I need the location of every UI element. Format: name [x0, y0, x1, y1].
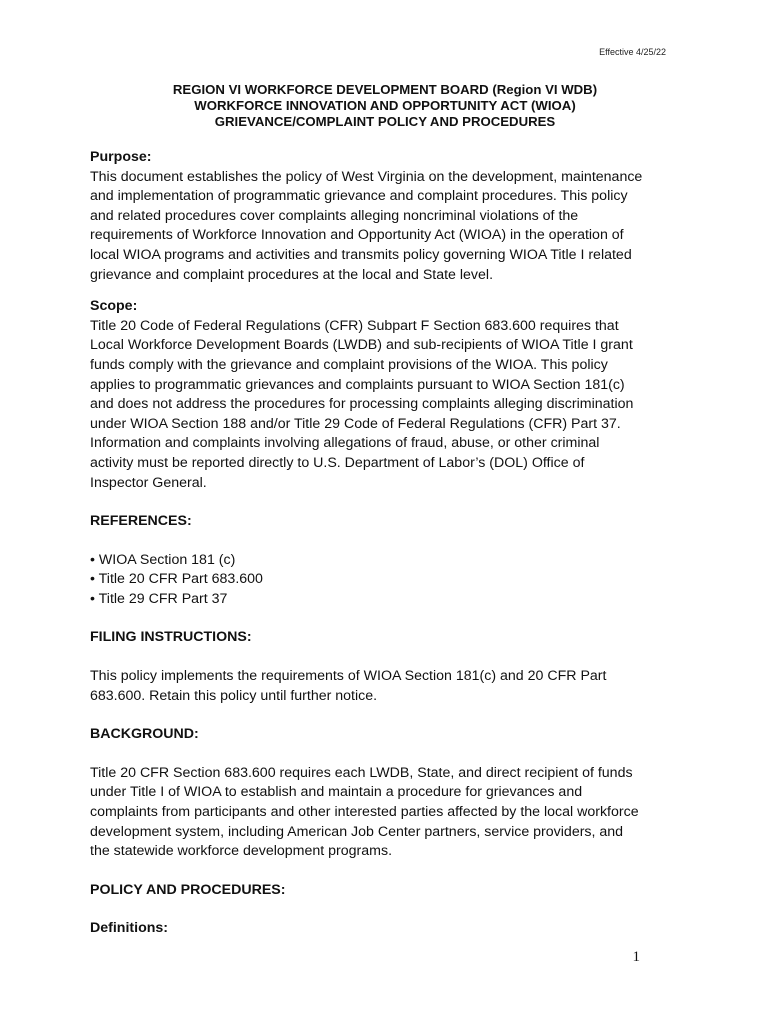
scope-heading: Scope:: [90, 298, 138, 315]
scope-line: Local Workforce Development Boards (LWDB) and sub-recipients of WIOA Title I grant: [90, 337, 633, 354]
filing-line: 683.600. Retain this policy until further notice.: [90, 687, 378, 704]
policy-procedures-heading: POLICY AND PROCEDURES:: [90, 881, 286, 898]
purpose-line: This document establishes the policy of West Virginia on the development, maintenance: [90, 168, 643, 185]
effective-date: Effective 4/25/22: [599, 47, 666, 57]
scope-line: funds comply with the grievance and complaint provisions of the WIOA. This policy: [90, 356, 608, 373]
document-title: [0, 82, 770, 130]
background-line: under Title I of WIOA to establish and maintain a procedure for grievances and: [90, 784, 583, 801]
purpose-paragraph: [90, 168, 690, 286]
scope-line: activity must be reported directly to U.S. Department of Labor’s (DOL) Office of: [90, 454, 585, 471]
background-line: development system, including American Job Center partners, service providers, and: [90, 823, 624, 840]
list-item: • Title 29 CFR Part 37: [90, 590, 228, 607]
references-heading: REFERENCES:: [90, 513, 192, 530]
background-line: complaints from participants and other interested parties affected by the local workforce: [90, 804, 639, 821]
scope-line: applies to programmatic grievances and complaints pursuant to WIOA Section 181(c): [90, 376, 625, 393]
background-line: the statewide workforce development programs.: [90, 843, 393, 860]
document-body: [90, 148, 690, 939]
title-line-3: GRIEVANCE/COMPLAINT POLICY AND PROCEDURES: [214, 114, 556, 129]
scope-paragraph: [90, 317, 690, 493]
filing-instructions-heading: FILING INSTRUCTIONS:: [90, 629, 252, 646]
purpose-line: and implementation of programmatic grievance and complaint procedures. This policy: [90, 188, 628, 205]
list-item: • Title 20 CFR Part 683.600: [90, 571, 263, 588]
page-number: 1: [632, 949, 640, 965]
scope-line: Title 20 Code of Federal Regulations (CFR) Subpart F Section 683.600 requires that: [90, 317, 619, 334]
purpose-line: requirements of Workforce Innovation and Opportunity Act (WIOA) in the operation of: [90, 227, 624, 244]
background-paragraph: [90, 764, 690, 862]
list-item: • WIOA Section 181 (c): [90, 551, 236, 568]
scope-line: Inspector General.: [90, 474, 207, 491]
definitions-heading: Definitions:: [90, 920, 169, 937]
title-line-1: REGION VI WORKFORCE DEVELOPMENT BOARD (Region VI WDB): [172, 82, 598, 97]
references-list: [90, 551, 690, 610]
filing-paragraph: [90, 667, 690, 706]
scope-line: and does not address the procedures for processing complaints alleging discrimination: [90, 396, 634, 413]
background-line: Title 20 CFR Section 683.600 requires each LWDB, State, and direct recipient of funds: [90, 764, 633, 781]
scope-line: Information and complaints involving allegations of fraud, abuse, or other criminal: [90, 435, 600, 452]
scope-line: under WIOA Section 188 and/or Title 29 Code of Federal Regulations (CFR) Part 37.: [90, 415, 621, 432]
purpose-heading: Purpose:: [90, 149, 152, 165]
filing-line: This policy implements the requirements of WIOA Section 181(c) and 20 CFR Part: [90, 668, 607, 685]
title-line-2: WORKFORCE INNOVATION AND OPPORTUNITY ACT (WIOA): [194, 98, 576, 113]
purpose-line: grievance and complaint procedures at the local and State level.: [90, 266, 494, 283]
purpose-line: and related procedures cover complaints alleging noncriminal violations of the: [90, 207, 579, 224]
purpose-line: local WIOA programs and activities and transmits policy governing WIOA Title I related: [90, 246, 632, 263]
background-heading: BACKGROUND:: [90, 726, 199, 743]
